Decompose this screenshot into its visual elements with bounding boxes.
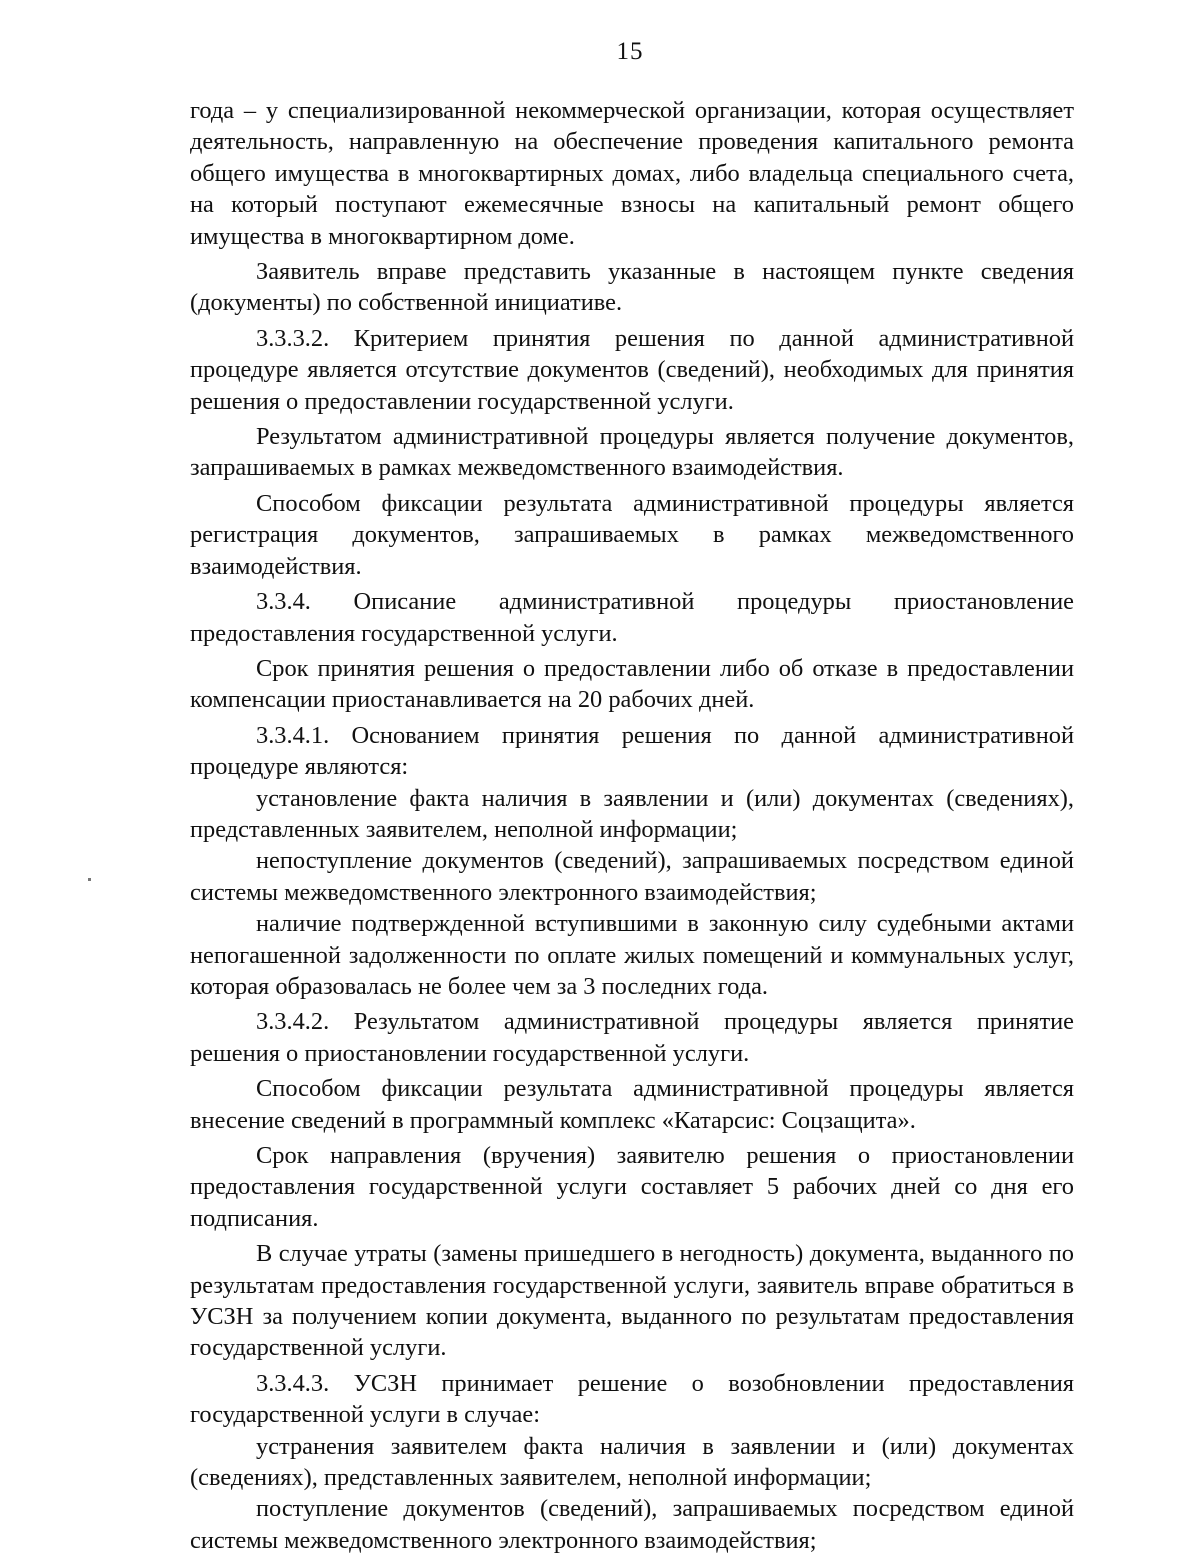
list-item: непоступление документов (сведений), запрашиваемых посредством единой системы межведомственного электронного взаимодействия; [190, 847, 1074, 906]
paragraph: Заявитель вправе представить указанные в настоящем пункте сведения (документы) по собственной инициативе. [190, 258, 1074, 317]
document-body [190, 95, 1074, 1556]
paragraph: 3.3.4.1. Основанием принятия решения по данной административной процедуре являются: [190, 721, 1074, 781]
paragraph-continuation: года – у специализированной некоммерческой организации, которая осуществляет деятельность, направленную на обеспечение проведения капитального ремонта общего имущества в многоквартирных домах, либо владельца специального счета, на который поступают ежемесячные взносы на капитальный ремонт общего имущества в многоквартирном доме. [190, 97, 1074, 250]
page-number: 15 [616, 38, 644, 65]
list-item: поступление документов (сведений), запрашиваемых посредством единой системы межведомственного электронного взаимодействия; [190, 1495, 1074, 1554]
paragraph: Способом фиксации результата административной процедуры является внесение сведений в программный комплекс «Катарсис: Соцзащита». [190, 1075, 1074, 1134]
paragraph: Срок направления (вручения) заявителю решения о приостановлении предоставления государственной услуги составляет 5 рабочих дней со дня его подписания. [190, 1142, 1074, 1232]
paragraph: 3.3.4. Описание административной процедуры приостановление предоставления государственной услуги. [190, 588, 1074, 647]
paragraph: 3.3.4.2. Результатом административной процедуры является принятие решения о приостановлении государственной услуги. [190, 1008, 1074, 1067]
paragraph: Результатом административной процедуры является получение документов, запрашиваемых в рамках межведомственного взаимодействия. [190, 423, 1074, 482]
paragraph: 3.3.4.3. УСЗН принимает решение о возобновлении предоставления государственной услуги в случае: [190, 1369, 1074, 1429]
scan-speck [88, 878, 91, 881]
paragraph: В случае утраты (замены пришедшего в негодность) документа, выданного по результатам предоставления государственной услуги, заявитель вправе обратиться в УСЗН за получением копии документа, выданного по результатам предоставления государственной услуги. [190, 1240, 1074, 1362]
paragraph: 3.3.3.2. Критерием принятия решения по данной административной процедуре является отсутствие документов (сведений), необходимых для принятия решения о предоставлении государственной услуги. [190, 324, 1074, 415]
list-item: наличие подтвержденной вступившими в законную силу судебными актами непогашенной задолженности по оплате жилых помещений и коммунальных услуг, которая образовалась не более чем за 3 последних года. [190, 910, 1074, 1000]
paragraph: Способом фиксации результата административной процедуры является регистрация документов, запрашиваемых в рамках межведомственного взаимодействия. [190, 489, 1074, 580]
paragraph: Срок принятия решения о предоставлении либо об отказе в предоставлении компенсации приостанавливается на 20 рабочих дней. [190, 654, 1074, 714]
list-item: устранения заявителем факта наличия в заявлении и (или) документах (сведениях), представленных заявителем, неполной информации; [190, 1432, 1074, 1492]
list-item: установление факта наличия в заявлении и (или) документах (сведениях), представленных заявителем, неполной информации; [190, 784, 1074, 843]
